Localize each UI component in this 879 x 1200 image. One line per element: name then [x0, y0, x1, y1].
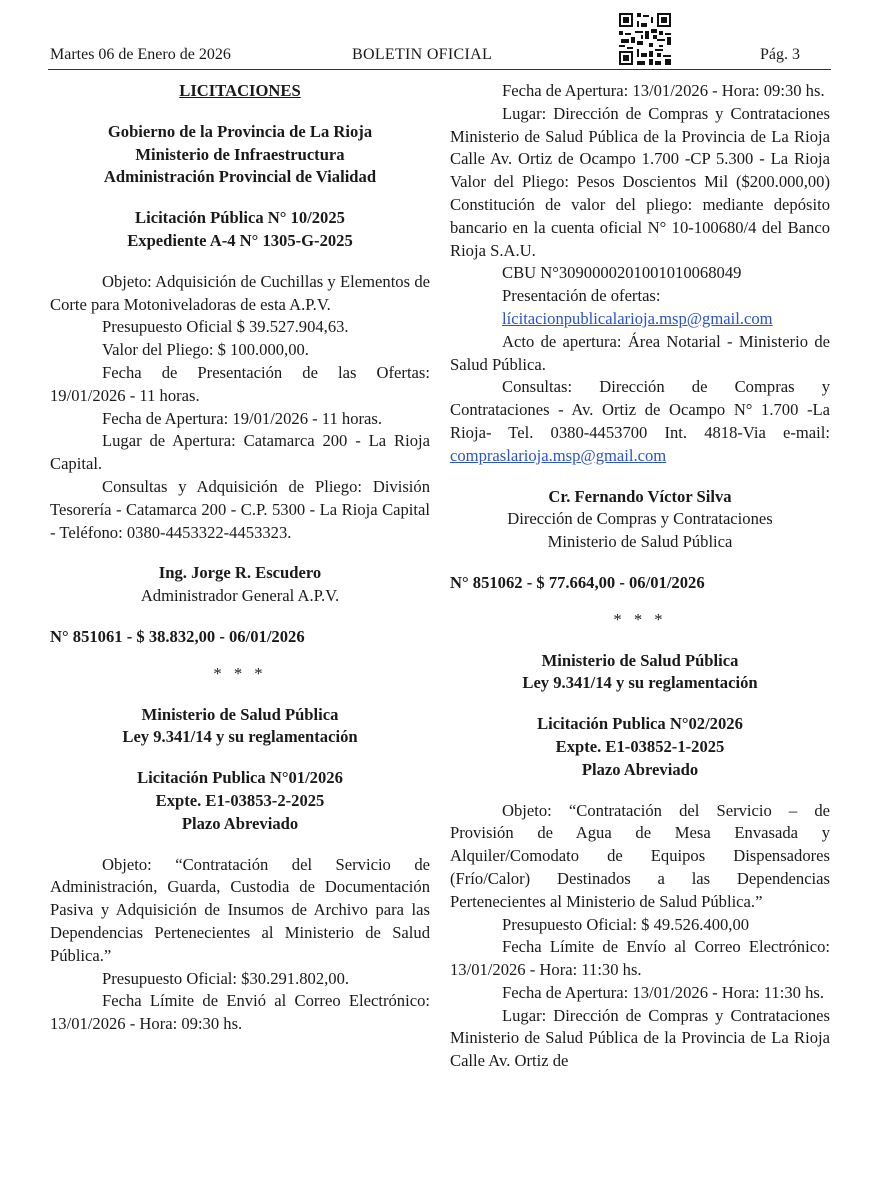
- tender-budget: Presupuesto Oficial $ 39.527.904,63.: [102, 317, 349, 337]
- cbu-number: CBU N°3090000201001010068049: [502, 263, 742, 283]
- tender2-term: Plazo Abreviado: [181, 813, 299, 833]
- ministry-title: Ministerio de Salud Pública: [141, 704, 339, 724]
- header-page-number: Pág. 3: [760, 46, 800, 63]
- opening-act: Acto de apertura: Área Notarial - Ministerio de Salud Pública.: [450, 331, 830, 374]
- header-title: BOLETIN OFICIAL: [352, 46, 493, 63]
- signature-role-right-1: Dirección de Compras y Contrataciones: [507, 509, 773, 529]
- tender3-term: Plazo Abreviado: [581, 759, 699, 779]
- inquiries-label: Consultas: Dirección de Compras y Contrataciones - Av. Ortiz de Ocampo N° 1.700 -La Rioja- Tel. 0380-4453700 Int. 4818-Via e-mail:: [450, 377, 830, 442]
- tender3-deadline: Fecha Límite de Envío al Correo Electrónico: 13/01/2026 - Hora: 11:30 hs.: [450, 937, 830, 980]
- org-administration: Administración Provincial de Vialidad: [103, 167, 377, 187]
- header-date: Martes 06 de Enero de 2026: [50, 46, 231, 63]
- tender-inquiries: Consultas y Adquisición de Pliego: División Tesorería - Catamarca 200 - C.P. 5300 - La Rioja Capital - Teléfono: 0380-4453322-4453323.: [50, 476, 430, 542]
- separator-stars: * * *: [213, 663, 267, 683]
- org-ministry: Ministerio de Infraestructura: [135, 144, 345, 164]
- tender-submission-date: Fecha de Presentación de las Ofertas: 19/01/2026 - 11 horas.: [50, 362, 430, 405]
- ministry-title-right: Ministerio de Salud Pública: [541, 650, 739, 670]
- tender3-title: Licitación Publica N°02/2026: [537, 714, 743, 734]
- tender3-object: Objeto: “Contratación del Servicio – de Provisión de Agua de Mesa Envasada y Alquiler/Comodato de Equipos Dispensadores (Frío/Calor) Destinados a las Dependencias Pertenecientes al Ministerio de Salud Pública.”: [450, 800, 830, 911]
- tender2-file: Expte. E1-03853-2-2025: [155, 790, 325, 810]
- signature-role-right-2: Ministerio de Salud Pública: [547, 532, 733, 552]
- offers-label: Presentación de ofertas:: [502, 286, 661, 306]
- tender2-budget: Presupuesto Oficial: $30.291.802,00.: [102, 968, 350, 988]
- ministry-law: Ley 9.341/14 y su reglamentación: [122, 727, 358, 747]
- org-government: Gobierno de la Provincia de La Rioja: [107, 121, 373, 141]
- inquiries-email-link[interactable]: compraslarioja.msp@gmail.com: [450, 445, 667, 465]
- offers-email-link[interactable]: lícitacionpublicalarioja.msp@gmail.com: [502, 308, 773, 328]
- tender-opening-date: Fecha de Apertura: 19/01/2026 - 11 horas.: [102, 408, 383, 428]
- signature-name-right: Cr. Fernando Víctor Silva: [548, 486, 732, 506]
- tender3-opening-date: Fecha de Apertura: 13/01/2026 - Hora: 11:30 hs.: [502, 982, 824, 1002]
- section-title: LICITACIONES: [179, 81, 301, 100]
- page-header: [0, 0, 879, 72]
- tender2-title: Licitación Publica N°01/2026: [137, 768, 343, 788]
- opening-place: Lugar: Dirección de Compras y Contrataciones Ministerio de Salud Pública de la Provincia de La Rioja Calle Av. Ortiz de Ocampo 1.700 -CP 5.300 - La Rioja Valor del Pliego: Pesos Doscientos Mil ($200.000,00) Constitución de valor del pliego: mediante depósito bancario en la cuenta oficial N° 10-100680/4 del Banco Rioja S.A.U.: [450, 103, 830, 260]
- tender2-deadline: Fecha Límite de Envió al Correo Electrónico: 13/01/2026 - Hora: 09:30 hs.: [50, 991, 430, 1034]
- tender3-budget: Presupuesto Oficial: $ 49.526.400,00: [502, 914, 750, 934]
- notice-number-right: N° 851062 - $ 77.664,00 - 06/01/2026: [450, 572, 705, 592]
- tender-title: Licitación Pública N° 10/2025: [135, 208, 345, 228]
- tender-file: Expediente A-4 N° 1305-G-2025: [127, 230, 353, 250]
- separator-stars-right: * * *: [613, 609, 667, 629]
- signature-name: Ing. Jorge R. Escudero: [158, 563, 322, 583]
- tender-opening-place: Lugar de Apertura: Catamarca 200 - La Rioja Capital.: [50, 431, 430, 474]
- header-divider: [48, 69, 831, 70]
- tender3-place: Lugar: Dirección de Compras y Contrataciones Ministerio de Salud Pública de la Provincia de La Rioja Calle Av. Ortiz de: [450, 1005, 830, 1071]
- tender-sheet-value: Valor del Pliego: $ 100.000,00.: [102, 340, 309, 360]
- tender3-file: Expte. E1-03852-1-2025: [555, 736, 725, 756]
- signature-role: Administrador General A.P.V.: [140, 586, 340, 606]
- opening-date: Fecha de Apertura: 13/01/2026 - Hora: 09:30 hs.: [502, 81, 825, 100]
- qr-code-icon: [619, 13, 671, 65]
- tender2-object: Objeto: “Contratación del Servicio de Administración, Guarda, Custodia de Documentación Pasiva y Adquisición de Insumos de Archivo para las Dependencias Pertenecientes al Ministerio de Salud Pública.”: [50, 854, 430, 965]
- ministry-law-right: Ley 9.341/14 y su reglamentación: [522, 673, 758, 693]
- notice-number: N° 851061 - $ 38.832,00 - 06/01/2026: [50, 626, 305, 646]
- left-column: [50, 80, 430, 1036]
- inquiries-text: [450, 376, 830, 467]
- right-column: [450, 80, 830, 1073]
- tender-object: Objeto: Adquisición de Cuchillas y Elementos de Corte para Motoniveladoras de esta A.P.V.: [50, 271, 430, 314]
